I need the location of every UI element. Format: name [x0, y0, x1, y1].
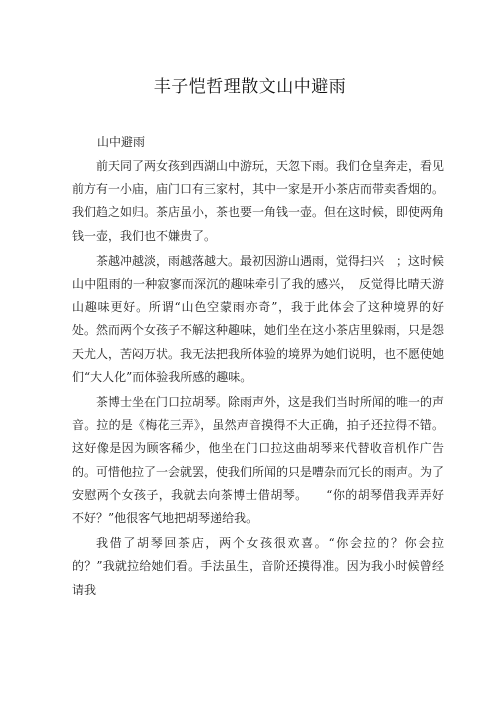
paragraph-2: 茶越冲越淡，雨越落越大。最初因游山遇雨，觉得扫兴 ；这时候山中阻雨的一种寂寥而深沉的趣味牵引了我的感兴， 反觉得比晴天游山趣味更好。所谓“山色空蒙雨亦奇”，我于此体会了这种境界的好处。然而两个女孩子不解这种趣味，她们坐在这小茶店里躲雨，只是怨天尤人，苦闷万状。我无法把我所体验的境界为她们说明，也不愿使她们“大人化”而体验我所感的趣味。	[72, 253, 445, 384]
paragraph-4: 我借了胡琴回茶店，两个女孩很欢喜。“你会拉的？你会拉的？”我就拉给她们看。手法虽生，音阶还摸得准。因为我小时候曾经请我	[72, 536, 444, 597]
paragraph-1: 前天同了两女孩到西湖山中游玩，天忽下雨。我们仓皇奔走，看见前方有一小庙，庙门口有三家村，其中一家是开小茶店而带卖香烟的。我们趋之如归。茶店虽小，茶也要一角钱一壶。但在这时候，即使两角钱一壶，我们也不嫌贵了。	[72, 159, 445, 243]
document-subtitle: 山中避雨	[97, 135, 146, 149]
paragraph-3: 茶博士坐在门口拉胡琴。除雨声外，这是我们当时所闻的唯一的声音。拉的是《梅花三弄》，虽然声音摸得不大正确，拍子还拉得不错。这好像是因为顾客稀少，他坐在门口拉这曲胡琴来代替收音机作广告的。可惜他拉了一会就罢，使我们所闻的只是嘈杂而冗长的雨声。为了安慰两个女孩子，我就去向茶博士借胡琴。 “你的胡琴借我弄弄好不好？”他很客气地把胡琴递给我。	[72, 395, 445, 526]
document-title: 丰子恺哲理散文山中避雨	[153, 77, 347, 97]
document-body	[72, 155, 444, 604]
